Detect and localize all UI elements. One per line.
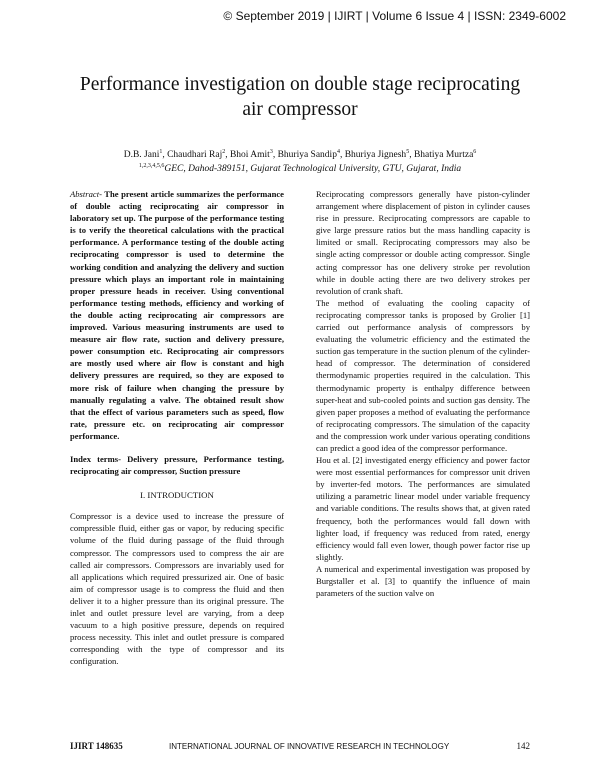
page-footer: [70, 741, 530, 755]
intro-paragraph: Compressor is a device used to increase the pressure of compressible fluid, either gas or vapor, by reducing specific volume of the fluid during passage of the fluid through compressor. The compressors used to compress the air are called air compressors. Compressors are invariably used for all applications which required pressurized air. One of basic aim of compressor usage is to compress the fluid and then deliver it to a higher pressure than its original pressure. The inlet and outlet pressure level are varying, from a deep vacuum to a high positive pressure, depends on required process necessity. This inlet and outlet pressure is compared corresponding with the type of compressor and its configuration.: [70, 511, 284, 667]
right-column: [316, 188, 530, 599]
right-paragraph-4: A numerical and experimental investigation was proposed by Burgstaller et al. [3] to quantify the influence of main parameters of the suction valve on: [316, 563, 530, 599]
author-list: [40, 148, 560, 162]
author-6-sup: 6: [473, 148, 477, 155]
footer-journal-name: INTERNATIONAL JOURNAL OF INNOVATIVE RESEARCH IN TECHNOLOGY: [169, 742, 450, 751]
journal-header: © September 2019 | IJIRT | Volume 6 Issue 4 | ISSN: 2349-6002: [223, 9, 566, 23]
affiliation: [40, 162, 560, 176]
author-1: D.B. Jani: [123, 150, 160, 160]
right-paragraph-1: Reciprocating compressors generally have piston-cylinder arrangement where displacement of piston in cylinder causes rise in pressure. Reciprocating compressors are capable to give large pressure ratios but the mass handling capacity is limited or small. Reciprocating compressors may also be single acting compressor or double acting compressor. Single acting compressor has one delivery stroke per revolution while in double acting there are two delivery strokes per revolution of crank shaft.: [316, 189, 530, 296]
author-4-sup: 4: [336, 148, 340, 155]
author-1-sup: 1: [159, 148, 163, 155]
left-column: [70, 188, 284, 667]
author-4: , Bhuriya Sandip: [272, 150, 337, 160]
author-5-sup: 5: [406, 148, 410, 155]
abstract-label: Abstract-: [70, 189, 102, 199]
right-paragraph-2: The method of evaluating the cooling capacity of reciprocating compressor tanks is proposed by Grolier [1] carried out performance analysis of compressors by evaluating the volumetric efficiency and the estimated the suction gas temperature in the suction plenum of the cylinder-head of compressor. The determination of considered thermodynamic properties required in the calculation. This thermodynamic property is enthalpy difference between super-heat and sub-cooled points and suction gas density. The given paper proposes a method of evaluating the performance of reciprocating compressors. The simulation of the capacity and the compression work under various operating conditions can predict a good idea of the compressor performance.: [316, 297, 530, 453]
footer-paper-id: IJIRT 148635: [70, 741, 123, 751]
title-line-2: air compressor: [242, 99, 358, 120]
author-3-sup: 3: [269, 148, 273, 155]
author-2: , Chaudhari Raj: [162, 150, 223, 160]
right-paragraph-3: Hou et al. [2] investigated energy efficiency and power factor were most essential performances for compressor unit driven by inverter-fed motors. The performances are simulated utilizing a parametric linear model under variable frequency and variable conditions. The results shows that, at given rated frequency, both the performances would fall down with lighter load, if frequency was reduced from rated, energy efficiency would fall even lower, though power factor rise up slightly.: [316, 455, 530, 562]
abstract: [70, 188, 284, 442]
section-heading-introduction: I. INTRODUCTION: [140, 490, 214, 501]
author-block: [40, 148, 560, 176]
affiliation-sup: 1,2,3,4,5,6: [138, 162, 165, 169]
title-line-1: Performance investigation on double stage reciprocating: [79, 74, 521, 95]
paper-title: [40, 72, 560, 122]
page-number: 142: [516, 741, 530, 751]
abstract-text: The present article summarizes the performance of double acting reciprocating air compressor in laboratory set up. The purpose of the performance testing is to verify the theoretical calculations with the practical performance. A performance testing of the double acting reciprocating compressor is used to determine the working condition and analyzing the delivery and suction pressure which plays an important role in maintaining proper pressure heads in receiver. Using conventional performance testing methods, efficiency and working of the double acting reciprocating air compressors are improved. Various measuring instruments are used to measure air flow rate, suction and delivery pressure, power consumption etc. Reciprocating air compressors are mostly used where air flow is constant and high delivery pressures are required, so they are exposed to more risk of failure when changing the pressure by manually regulating a valve. The obtained result show that the effect of various parameters such as speed, flow rate, pressure etc. on reciprocating air compressor performance.: [70, 189, 284, 441]
index-terms: Index terms- Delivery pressure, Performance testing, reciprocating air compressor, Suction pressure: [70, 453, 284, 477]
author-3: , Bhoi Amit: [225, 150, 270, 160]
author-6: , Bhatiya Murtza: [409, 150, 474, 160]
author-5: , Bhuriya Jignesh: [339, 150, 407, 160]
affiliation-text: GEC, Dahod-389151, Gujarat Technological University, GTU, Gujarat, India: [164, 164, 462, 174]
author-2-sup: 2: [222, 148, 226, 155]
